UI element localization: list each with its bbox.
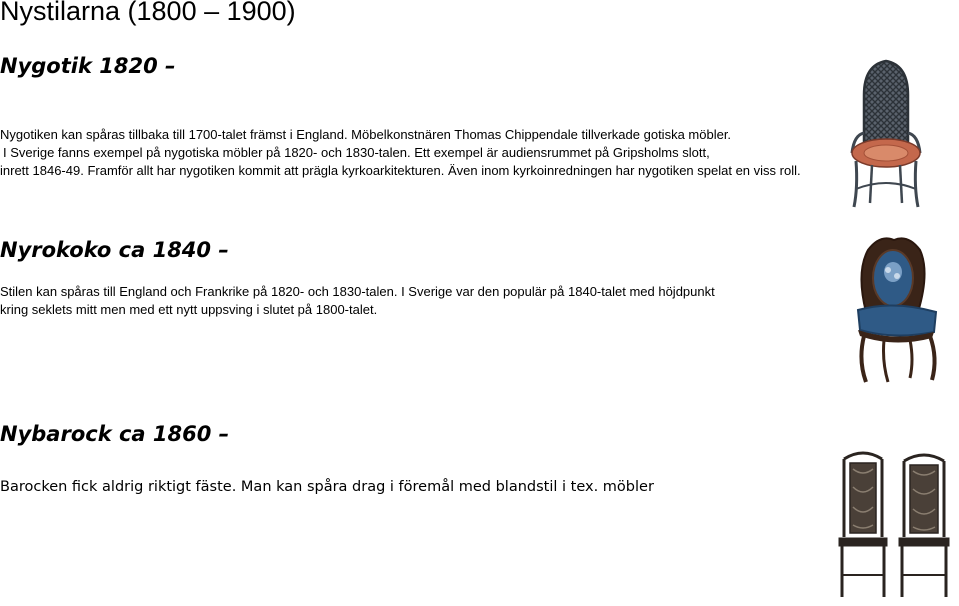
section-heading-nybarock: Nybarock ca 1860 – xyxy=(0,422,230,446)
section-heading-nyrokoko: Nyrokoko ca 1840 – xyxy=(0,238,229,262)
section-body-nygotik xyxy=(0,126,840,180)
section-body-nybarock xyxy=(0,479,654,495)
baroque-chairs-image xyxy=(836,447,956,602)
text-line: Nygotiken kan spåras tillbaka till 1700-talet främst i England. Möbelkonstnären Thomas Chippendale tillverkade gotiska möbler. xyxy=(0,127,732,142)
text-line: I Sverige fanns exempel på nygotiska möbler på 1820- och 1830-talen. Ett exempel är audiensrummet på Gripsholms slott, xyxy=(3,145,710,160)
section-heading-nygotik: Nygotik 1820 – xyxy=(0,54,176,78)
text-line: inrett 1846-49. Framför allt har nygotiken kommit att prägla kyrkoarkitekturen. Även inom kyrkoinredningen har nygotiken spelat en viss roll. xyxy=(0,163,801,178)
gothic-armchair-image xyxy=(842,57,930,211)
page-title: Nystilarna (1800 – 1900) xyxy=(0,0,296,26)
text-line: kring seklets mitt men med ett nytt uppsving i slutet på 1800-talet. xyxy=(0,302,378,317)
text-line: Stilen kan spåras till England och Frankrike på 1820- och 1830-talen. I Sverige var den populär på 1840-talet med höjdpunkt xyxy=(0,284,715,299)
section-body-nyrokoko xyxy=(0,283,830,319)
text-line: Barocken fick aldrig riktigt fäste. Man kan spåra drag i föremål med blandstil i tex. möbler xyxy=(0,479,654,495)
rococo-chair-image xyxy=(836,232,954,390)
